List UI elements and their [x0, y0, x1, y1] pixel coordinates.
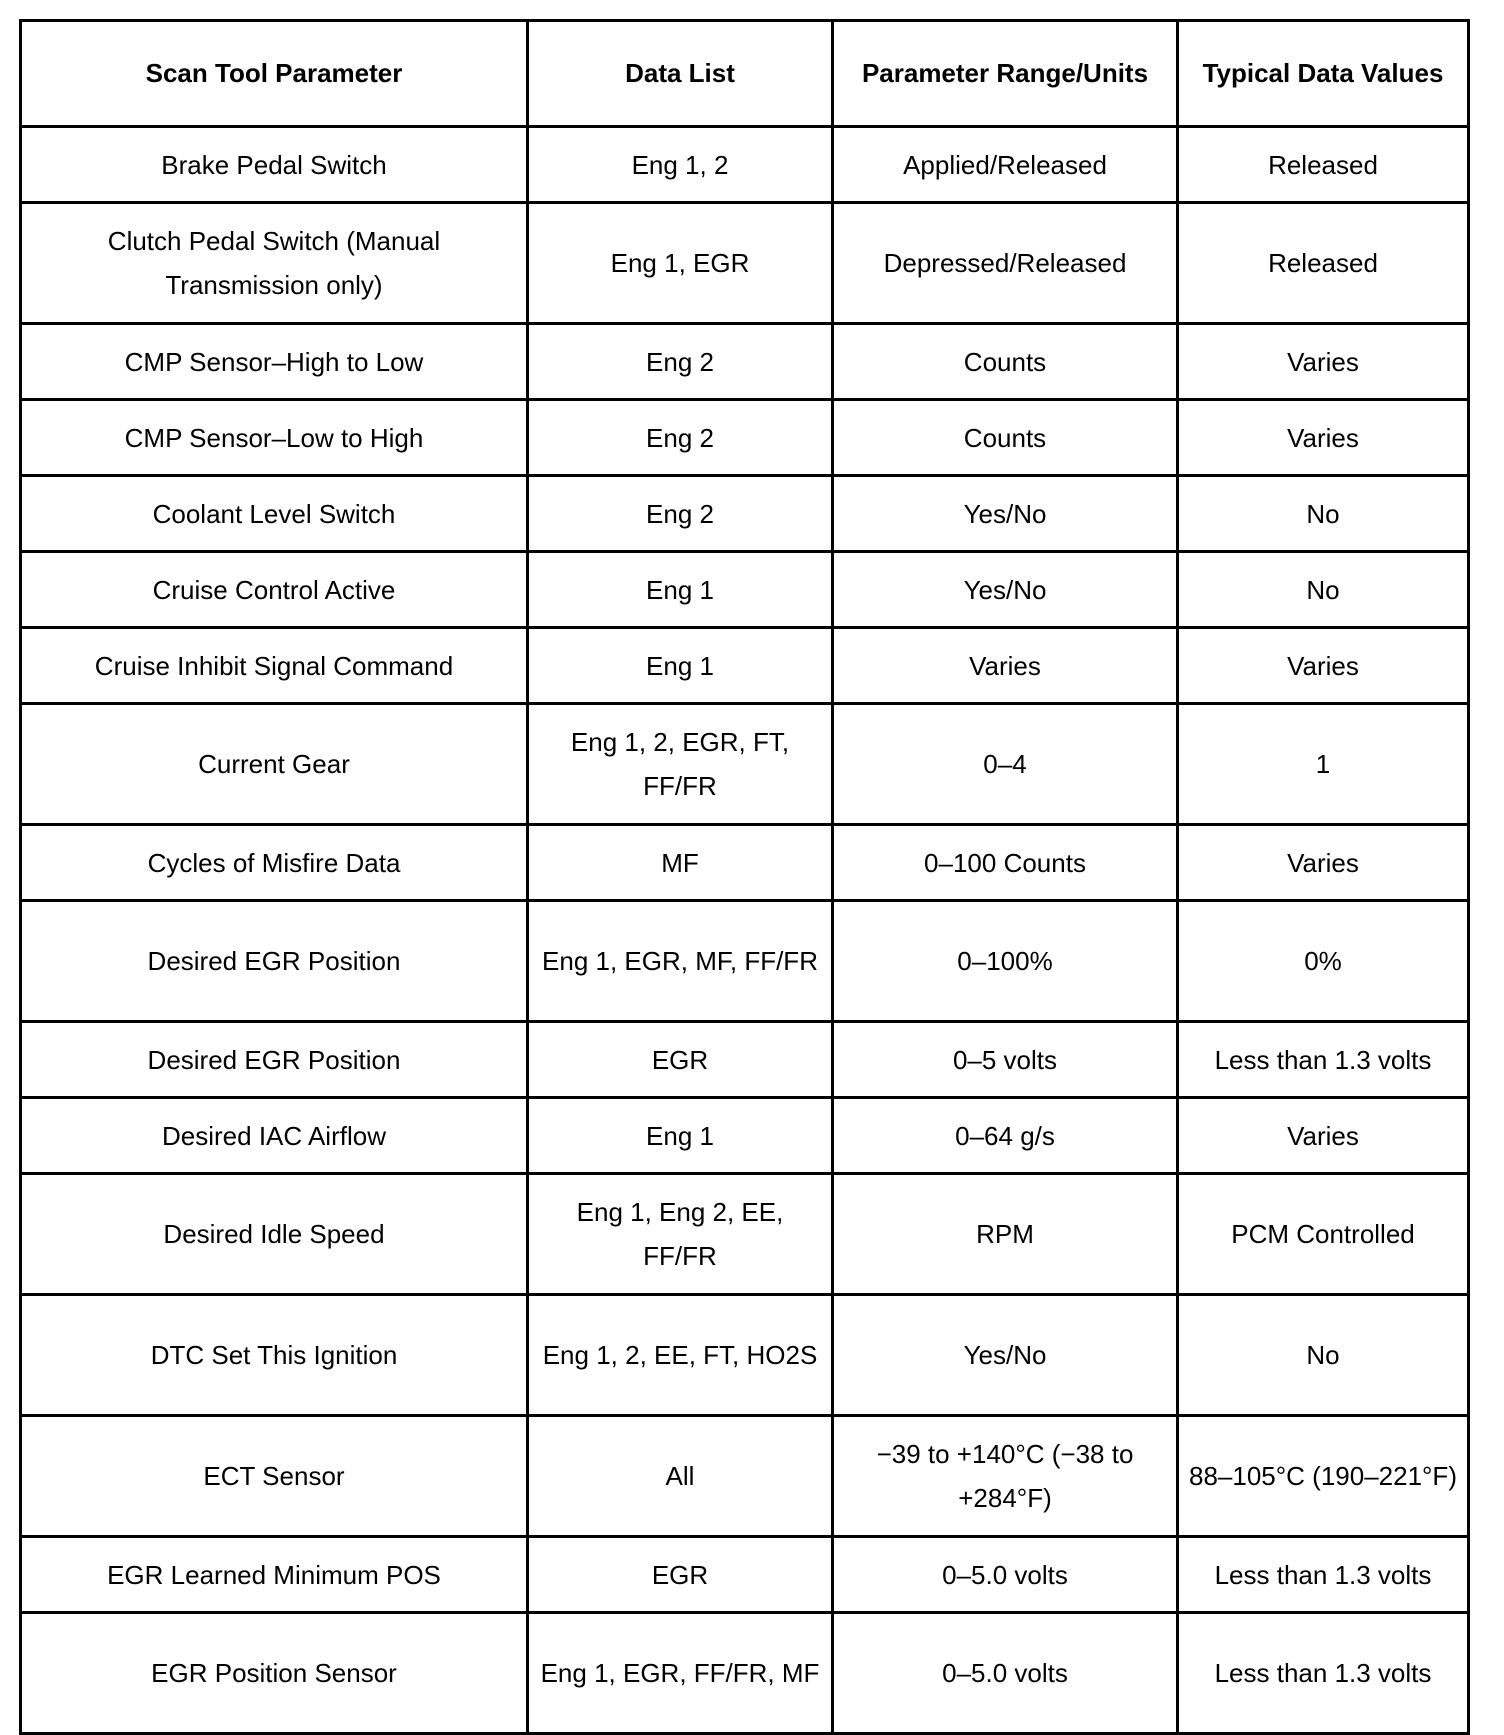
cell-typical-value: 0%	[1178, 901, 1469, 1022]
cell-data-list: EGR	[528, 1537, 833, 1613]
cell-parameter: Desired EGR Position	[21, 901, 528, 1022]
cell-data-list: Eng 1, Eng 2, EE, FF/FR	[528, 1174, 833, 1295]
table-row	[21, 324, 1469, 400]
cell-typical-value: Released	[1178, 127, 1469, 203]
cell-typical-value: Released	[1178, 203, 1469, 324]
table-row	[21, 203, 1469, 324]
cell-data-list: All	[528, 1416, 833, 1537]
table-row	[21, 1174, 1469, 1295]
cell-typical-value: Varies	[1178, 400, 1469, 476]
cell-parameter: Cruise Control Active	[21, 552, 528, 628]
cell-range-units: 0–5 volts	[833, 1022, 1178, 1098]
scan-tool-data-table	[19, 19, 1470, 1735]
table-row	[21, 476, 1469, 552]
cell-typical-value: Varies	[1178, 324, 1469, 400]
cell-range-units: 0–5.0 volts	[833, 1613, 1178, 1734]
cell-parameter: Desired IAC Airflow	[21, 1098, 528, 1174]
cell-typical-value: PCM Controlled	[1178, 1174, 1469, 1295]
header-scan-tool-parameter: Scan Tool Parameter	[21, 21, 528, 127]
cell-typical-value: No	[1178, 1295, 1469, 1416]
cell-parameter: Desired EGR Position	[21, 1022, 528, 1098]
cell-data-list: Eng 1, 2	[528, 127, 833, 203]
cell-parameter: CMP Sensor–Low to High	[21, 400, 528, 476]
table-row	[21, 1416, 1469, 1537]
cell-data-list: Eng 1, EGR, FF/FR, MF	[528, 1613, 833, 1734]
cell-range-units: 0–100 Counts	[833, 825, 1178, 901]
cell-data-list: Eng 1	[528, 552, 833, 628]
cell-data-list: Eng 1, EGR, MF, FF/FR	[528, 901, 833, 1022]
cell-parameter: ECT Sensor	[21, 1416, 528, 1537]
cell-range-units: 0–5.0 volts	[833, 1537, 1178, 1613]
cell-range-units: Counts	[833, 400, 1178, 476]
table-row	[21, 552, 1469, 628]
cell-parameter: Cycles of Misfire Data	[21, 825, 528, 901]
cell-typical-value: Varies	[1178, 825, 1469, 901]
cell-range-units: −39 to +140°C (−38 to +284°F)	[833, 1416, 1178, 1537]
cell-typical-value: No	[1178, 552, 1469, 628]
cell-typical-value: 1	[1178, 704, 1469, 825]
cell-typical-value: Less than 1.3 volts	[1178, 1613, 1469, 1734]
cell-parameter: Clutch Pedal Switch (Manual Transmission only)	[21, 203, 528, 324]
table-row	[21, 127, 1469, 203]
table-row	[21, 1022, 1469, 1098]
cell-typical-value: 88–105°C (190–221°F)	[1178, 1416, 1469, 1537]
table-row	[21, 901, 1469, 1022]
table-row	[21, 400, 1469, 476]
cell-range-units: Yes/No	[833, 552, 1178, 628]
cell-range-units: Depressed/Released	[833, 203, 1178, 324]
cell-range-units: 0–64 g/s	[833, 1098, 1178, 1174]
cell-parameter: Cruise Inhibit Signal Command	[21, 628, 528, 704]
cell-typical-value: Varies	[1178, 1098, 1469, 1174]
cell-range-units: RPM	[833, 1174, 1178, 1295]
cell-parameter: Brake Pedal Switch	[21, 127, 528, 203]
header-row	[21, 21, 1469, 127]
table-row	[21, 1098, 1469, 1174]
cell-data-list: Eng 1, 2, EE, FT, HO2S	[528, 1295, 833, 1416]
cell-range-units: Counts	[833, 324, 1178, 400]
table-row	[21, 825, 1469, 901]
cell-parameter: EGR Position Sensor	[21, 1613, 528, 1734]
cell-typical-value: No	[1178, 476, 1469, 552]
cell-data-list: MF	[528, 825, 833, 901]
cell-parameter: CMP Sensor–High to Low	[21, 324, 528, 400]
cell-range-units: 0–4	[833, 704, 1178, 825]
cell-parameter: Coolant Level Switch	[21, 476, 528, 552]
table-row	[21, 628, 1469, 704]
cell-typical-value: Varies	[1178, 628, 1469, 704]
table-row	[21, 1537, 1469, 1613]
table-row	[21, 1613, 1469, 1734]
header-data-list: Data List	[528, 21, 833, 127]
cell-parameter: Desired Idle Speed	[21, 1174, 528, 1295]
cell-range-units: 0–100%	[833, 901, 1178, 1022]
table-row	[21, 704, 1469, 825]
header-parameter-range-units: Parameter Range/Units	[833, 21, 1178, 127]
cell-parameter: EGR Learned Minimum POS	[21, 1537, 528, 1613]
cell-typical-value: Less than 1.3 volts	[1178, 1022, 1469, 1098]
header-typical-data-values: Typical Data Values	[1178, 21, 1469, 127]
cell-data-list: Eng 1	[528, 1098, 833, 1174]
cell-typical-value: Less than 1.3 volts	[1178, 1537, 1469, 1613]
cell-data-list: Eng 1, EGR	[528, 203, 833, 324]
cell-parameter: Current Gear	[21, 704, 528, 825]
cell-data-list: Eng 2	[528, 476, 833, 552]
cell-data-list: Eng 1, 2, EGR, FT, FF/FR	[528, 704, 833, 825]
cell-parameter: DTC Set This Ignition	[21, 1295, 528, 1416]
cell-data-list: Eng 1	[528, 628, 833, 704]
cell-data-list: EGR	[528, 1022, 833, 1098]
cell-data-list: Eng 2	[528, 324, 833, 400]
cell-range-units: Yes/No	[833, 476, 1178, 552]
table-row	[21, 1295, 1469, 1416]
cell-range-units: Yes/No	[833, 1295, 1178, 1416]
cell-range-units: Applied/Released	[833, 127, 1178, 203]
cell-range-units: Varies	[833, 628, 1178, 704]
cell-data-list: Eng 2	[528, 400, 833, 476]
